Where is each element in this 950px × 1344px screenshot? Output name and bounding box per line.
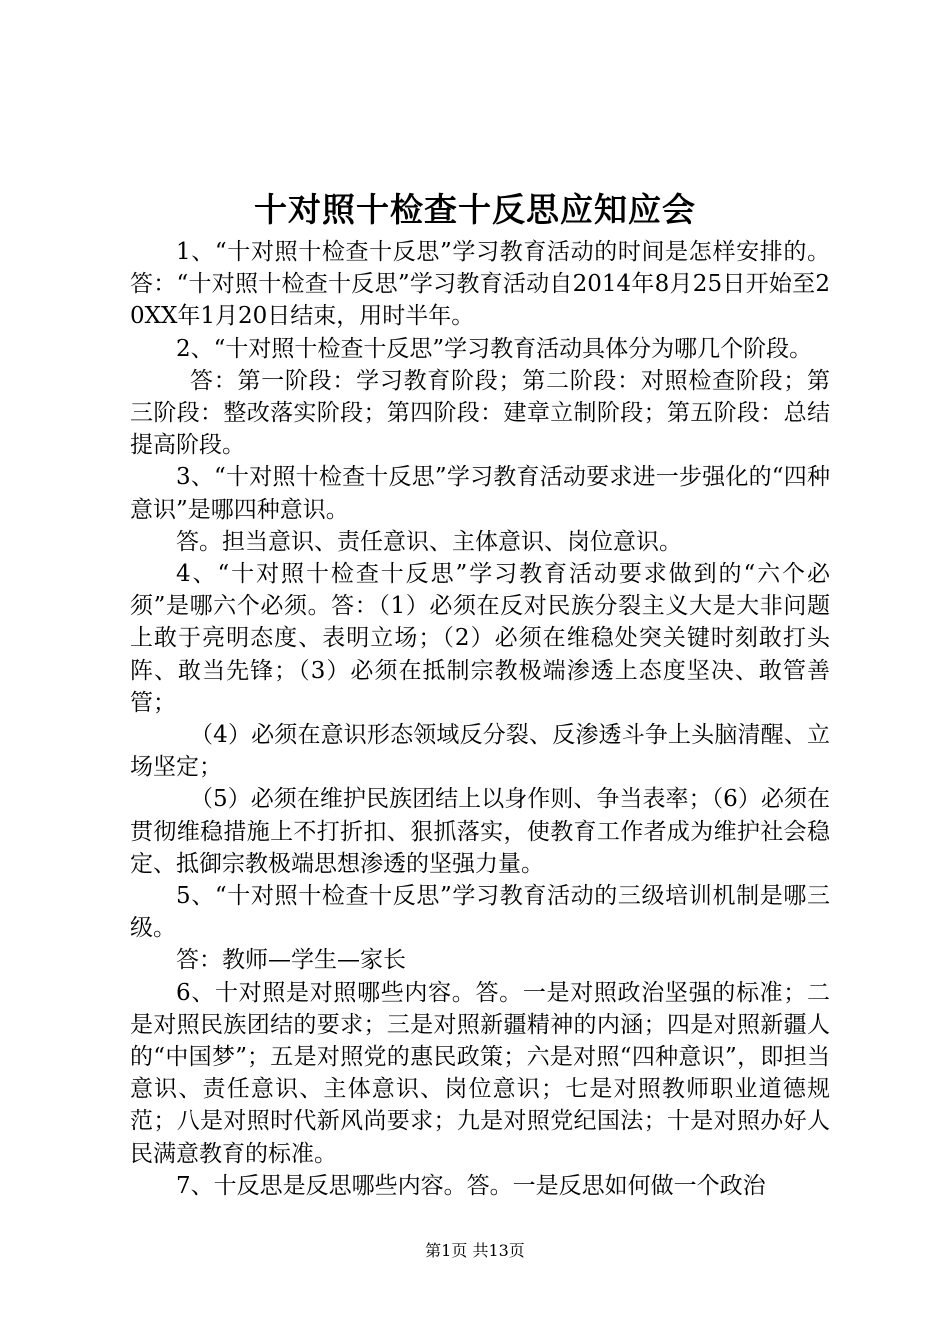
page-footer: 第1页 共13页: [425, 1241, 525, 1260]
paragraph-a2: 答：第一阶段：学习教育阶段；第二阶段：对照检查阶段；第三阶段：整改落实阶段；第四阶段：建章立制阶段；第五阶段：总结提高阶段。: [130, 367, 830, 459]
document-body: [130, 236, 830, 1202]
paragraph-a3: 答。担当意识、责任意识、主体意识、岗位意识。: [176, 528, 682, 555]
paragraph-q1: 1、“十对照十检查十反思”学习教育活动的时间是怎样安排的。答：“十对照十检查十反思”学习教育活动自2014年8月25日开始至20XX年1月20日结束，用时半年。: [130, 239, 830, 330]
paragraph-q4-item4: （4）必须在意识形态领域反分裂、反渗透斗争上头脑清醒、立场坚定；: [130, 722, 830, 781]
paragraph-q7: 7、十反思是反思哪些内容。答。一是反思如何做一个政治: [176, 1172, 766, 1199]
paragraph-q6: 6、十对照是对照哪些内容。答。一是对照政治坚强的标准；二是对照民族团结的要求；三是对照新疆精神的内涵；四是对照新疆人的“中国梦”；五是对照党的惠民政策；六是对照“四种意识”，即担当意识、责任意识、主体意识、岗位意识；七是对照教师职业道德规范；八是对照时代新风尚要求；九是对照党纪国法；十是对照办好人民满意教育的标准。: [130, 979, 830, 1167]
paragraph-q2: 2、“十对照十检查十反思”学习教育活动具体分为哪几个阶段。: [176, 335, 813, 362]
paragraph-q4-item5-6: （5）必须在维护民族团结上以身作则、争当表率；（6）必须在贯彻维稳措施上不打折扣、狠抓落实，使教育工作者成为维护社会稳定、抵御宗教极端思想渗透的坚强力量。: [130, 786, 830, 877]
paragraph-q5: 5、“十对照十检查十反思”学习教育活动的三级培训机制是哪三级。: [130, 883, 830, 942]
paragraph-q3: 3、“十对照十检查十反思”学习教育活动要求进一步强化的“四种意识”是哪四种意识。: [130, 464, 830, 523]
paragraph-a5: 答：教师—学生—家长: [176, 947, 406, 974]
document-title: 十对照十检查十反思应知应会: [254, 190, 696, 229]
paragraph-q4: 4、“十对照十检查十反思”学习教育活动要求做到的“六个必须”是哪六个必须。答：（1）必须在反对民族分裂主义大是大非问题上敢于亮明态度、表明立场；（2）必须在维稳处突关键时刻敢打头阵、敢当先锋；（3）必须在抵制宗教极端渗透上态度坚决、敢管善管；: [130, 561, 830, 716]
